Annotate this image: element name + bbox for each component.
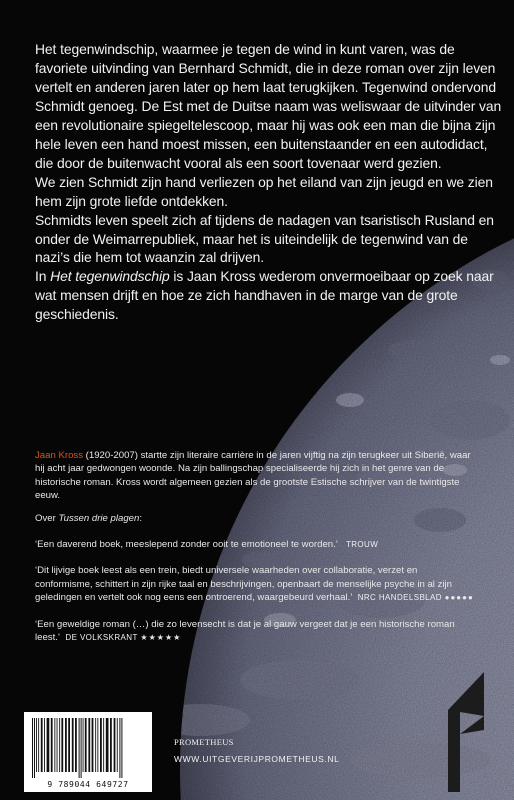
rating-dots: ●●●●● (444, 593, 474, 603)
prometheus-p-logo (448, 672, 484, 792)
barcode-bar (54, 718, 55, 772)
barcode-bar (114, 718, 116, 772)
barcode-bar (57, 718, 58, 772)
publisher-url: WWW.UITGEVERIJPROMETHEUS.NL (174, 754, 340, 764)
blurb-paragraph-3: Schmidts leven speelt zich af tijdens de nadagen van tsaristisch Rusland en onder de Weimarrepubliek, maar het is uiteindelijk de tegenwind van de nazi’s die hem tot waanzin zal drijven. (35, 211, 494, 266)
barcode-bar (65, 718, 67, 772)
reviewed-book-title: Tussen drie plagen (58, 512, 140, 524)
review-quote (35, 538, 475, 551)
reviews-heading-prefix: Over (35, 512, 59, 524)
review-quote-text: ‘Dit lijvige boek leest als een trein, biedt universele waarheden over collaboratie, verzet en conformisme, schittert in zijn rijke taal en beschrijvingen, openbaart de menselijke psyche in al zijn geledingen en vertelt ook nog eens een ontroerend, waargebeurd verhaal.’ (35, 565, 452, 604)
barcode-bar (44, 718, 45, 772)
review-quote (35, 564, 475, 604)
review-quote (35, 618, 475, 645)
blurb-paragraph-2: We zien Schmidt zijn hand verliezen op het eiland van zijn jeugd en we zien hem zijn grote liefde ontdekken. (35, 173, 493, 209)
review-source: DE VOLKSKRANT (65, 633, 138, 643)
review-quote-text: ‘Een geweldige roman (…) die zo levensecht is dat je al gauw vergeet dat je een historische roman leest.’ (35, 618, 455, 644)
barcode-bar (92, 718, 94, 772)
barcode-bar (68, 718, 70, 772)
blurb (35, 40, 505, 324)
author-bio (35, 449, 475, 503)
barcode-bar (117, 718, 118, 772)
barcode-bar (34, 718, 35, 778)
review-source: NRC HANDELSBLAD (357, 593, 442, 603)
book-title: Het tegenwindschip (50, 268, 170, 285)
reviews-heading (35, 512, 475, 525)
barcode-bar (88, 718, 90, 772)
barcode-bar (61, 718, 63, 772)
barcode-bars (30, 718, 146, 778)
blurb-closing: is Jaan Kross wederom onvermoeibaar op zoek naar wat mensen drijft en hoe ze zich handhaven in de marge van de grote geschiedenis. (35, 268, 494, 323)
barcode-bar (110, 718, 112, 772)
barcode-bar (103, 718, 104, 772)
barcode-bar (36, 718, 37, 772)
blurb-paragraph-1: Het tegenwindschip, waarmee je tegen de wind in kunt varen, was de favoriete uitvinding van Bernhard Schmidt, die in deze roman over zijn leven vertelt en anderen jaren later op hem laat terugkijken. Tegenwind ondervond Schmidt genoeg. De Est met de Duitse naam was weliswaar de uitvinder van een revolutionaire spiegeltelescoop, maar hij was ook een man die bijna zijn hele leven een hand moest missen, een buitenstaander en een autodidact, die door de buitenwacht vooral als een soort tovenaar werd gezien. (35, 41, 502, 171)
barcode-bar (59, 718, 60, 772)
author-name: Jaan Kross (35, 450, 83, 461)
barcode-bar (95, 718, 96, 772)
barcode-bar (121, 718, 122, 778)
barcode-bar (79, 718, 80, 778)
barcode-bar (75, 718, 77, 772)
barcode-bar (119, 718, 120, 778)
blurb-intro: In (35, 268, 51, 285)
barcode-bar (47, 718, 50, 772)
blurb-paragraph-4 (35, 267, 505, 324)
reviews-heading-suffix: : (139, 512, 143, 524)
barcode-bar (41, 718, 43, 772)
barcode-bar (100, 718, 102, 772)
barcode-bar (85, 718, 87, 772)
author-bio-text: (1920-2007) startte zijn literaire carrière in de jaren vijftig na zijn terugkeer uit Siberië, waar hij acht jaar gedwongen woonde. Na zijn ballingschap specialiseerde hij zich in het genre van de historische roman. Kross wordt algemeen gezien als de grootste Estische schrijver van de twintigste eeuw. (35, 450, 471, 502)
rating-stars: ★★★★★ (140, 633, 182, 643)
barcode-bar (51, 718, 53, 772)
review-quote-text: ‘Een daverend boek, meeslepend zonder ooit te emotioneel te worden.’ (35, 539, 338, 551)
barcode-bar (32, 718, 33, 778)
barcode-bar (38, 718, 39, 772)
barcode (24, 712, 152, 792)
barcode-bar (81, 718, 82, 778)
review-source: TROUW (345, 540, 379, 550)
barcode-bar (106, 718, 109, 772)
isbn-number: 9 789044 649727 (47, 780, 129, 789)
barcode-bar (97, 718, 98, 772)
author-bio-and-reviews (35, 449, 475, 644)
barcode-bar (83, 718, 84, 772)
barcode-bar (72, 718, 74, 772)
publisher-logo: PROMETHEUS (174, 737, 234, 747)
